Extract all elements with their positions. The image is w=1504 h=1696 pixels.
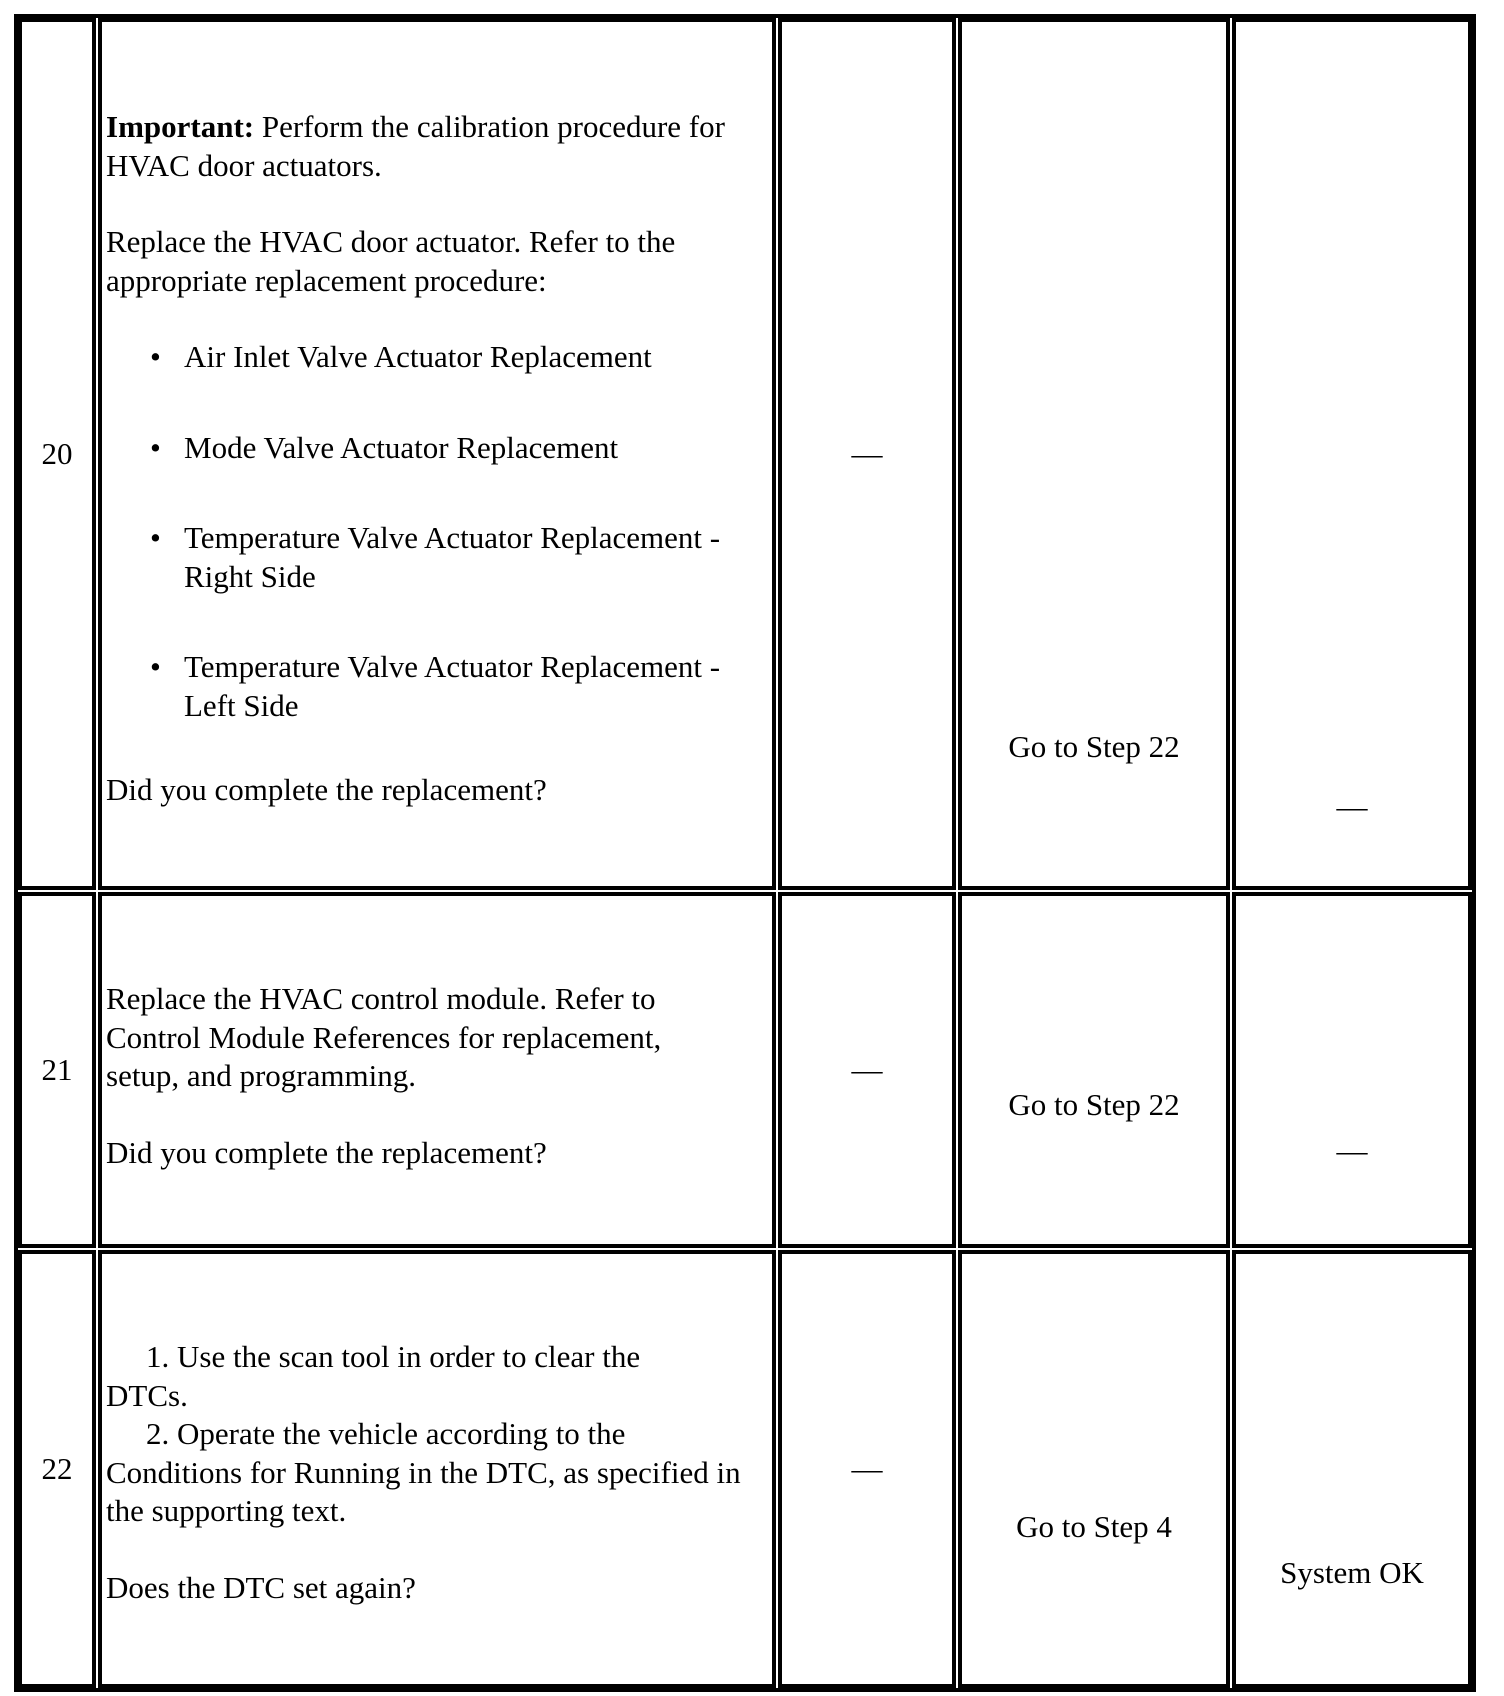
yes-text: Go to Step 22 <box>1008 729 1180 764</box>
question-text: Did you complete the replacement? <box>106 772 547 807</box>
value-text: — <box>851 1450 883 1486</box>
value-cell <box>778 1250 956 1688</box>
important-text: Perform the calibration procedure for HVAC door actuators. <box>106 109 725 183</box>
yes-cell <box>958 1250 1230 1688</box>
question-text: Did you complete the replacement? <box>106 1134 547 1170</box>
action-cell <box>98 892 776 1248</box>
question-text: Does the DTC set again? <box>106 1569 416 1605</box>
action-content <box>102 1338 772 1607</box>
action-content <box>102 980 772 1172</box>
step-number: 20 <box>41 435 73 471</box>
value-text: — <box>851 435 883 471</box>
action-content <box>102 108 772 810</box>
list-item: • Temperature Valve Actuator Replacement - Right Side <box>150 520 721 594</box>
instruction-paragraph: Replace the HVAC door actuator. Refer to the appropriate replacement procedure: <box>106 224 676 298</box>
action-cell <box>98 18 776 890</box>
step-cell <box>18 1250 96 1688</box>
list-item: • Temperature Valve Actuator Replacement - Left Side <box>150 649 721 723</box>
no-text: — <box>1336 1133 1368 1168</box>
no-text: — <box>1336 789 1368 824</box>
important-label: Important: <box>106 109 255 144</box>
no-cell <box>1232 18 1472 890</box>
step-cell <box>18 18 96 890</box>
step-number: 21 <box>41 1051 73 1087</box>
list-item: • Mode Valve Actuator Replacement <box>150 429 619 465</box>
value-text: — <box>851 1051 883 1087</box>
no-cell <box>1232 892 1472 1248</box>
step-number: 22 <box>41 1450 73 1486</box>
step-cell <box>18 892 96 1248</box>
value-cell <box>778 892 956 1248</box>
value-cell <box>778 18 956 890</box>
yes-text: Go to Step 4 <box>1016 1509 1172 1544</box>
list-item: 2. Operate the vehicle according to the Conditions for Running in the DTC, as specified in the supporting text. <box>106 1416 741 1528</box>
yes-text: Go to Step 22 <box>1008 1087 1180 1122</box>
action-cell <box>98 1250 776 1688</box>
list-item: • Air Inlet Valve Actuator Replacement <box>150 339 652 374</box>
important-note <box>106 108 768 185</box>
yes-cell <box>958 18 1230 890</box>
list-item: 1. Use the scan tool in order to clear the DTCs. <box>106 1339 641 1413</box>
instruction-paragraph: Replace the HVAC control module. Refer to Control Module References for replacement, setup, and programming. <box>106 981 662 1093</box>
no-cell <box>1232 1250 1472 1688</box>
no-text: System OK <box>1280 1555 1424 1590</box>
yes-cell <box>958 892 1230 1248</box>
